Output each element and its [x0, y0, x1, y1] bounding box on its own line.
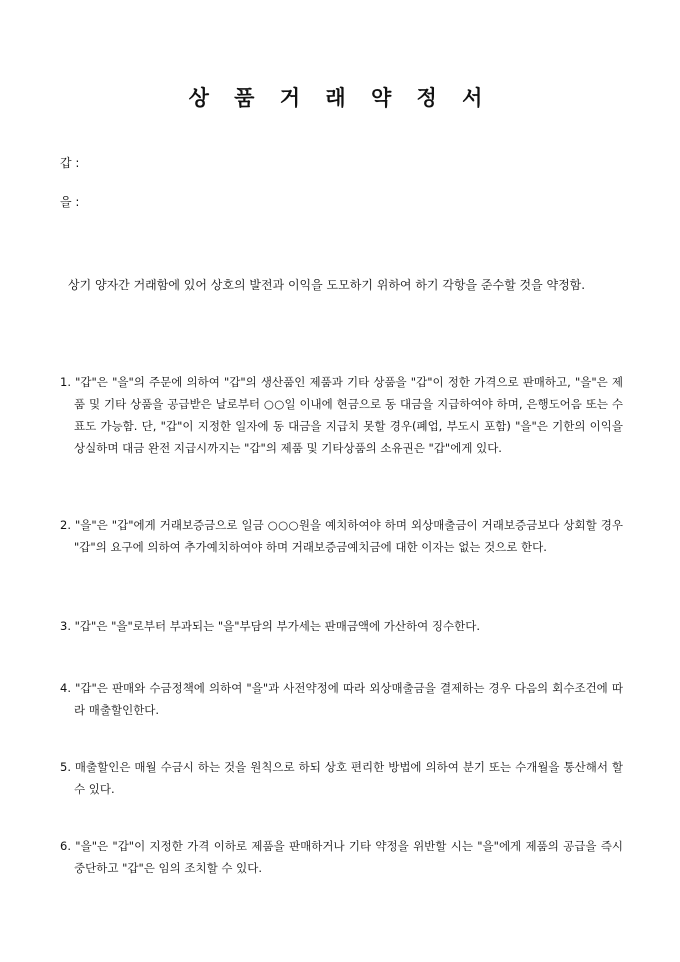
clause-3: 3. "갑"은 "을"로부터 부과되는 "을"부담의 부가세는 판매금액에 가산하여 징수한다. [60, 619, 480, 633]
document-title: 상 품 거 래 약 정 서 [188, 85, 492, 110]
clause-5: 5. 매출할인은 매월 수금시 하는 것을 원칙으로 하되 상호 편리한 방법에 의하여 분기 또는 수개월을 통산해서 할 수 있다. [60, 760, 623, 796]
clause-4: 4. "갑"은 판매와 수금정책에 의하여 "을"과 사전약정에 따라 외상매출금을 결제하는 경우 다음의 회수조건에 따라 매출할인한다. [60, 681, 623, 717]
clause-6: 6. "을"은 "갑"이 지정한 가격 이하로 제품을 판매하거나 기타 약정을 위반할 시는 "을"에게 제품의 공급을 즉시 중단하고 "갑"은 임의 조치할 수 있다. [60, 839, 623, 875]
clause-1: 1. "갑"은 "을"의 주문에 의하여 "갑"의 생산품인 제품과 기타 상품을 "갑"이 정한 가격으로 판매하고, "을"은 제품 및 기타 상품을 공급받은 날로부터 ○○일 이내에 현금으로 동 대금을 지급하여야 하며, 은행도어음 또는 수표도 가능함. 단, "갑"이 지정한 일자에 동 대금을 지급치 못할 경우(폐업, 부도시 포함) "을"은 기한의 이익을 상실하며 대금 완전 지급시까지는 "갑"의 제품 및 기타상품의 소유권은 "갑"에게 있다. [60, 375, 623, 455]
party-eul-label: 을 : [60, 195, 80, 209]
clause-2: 2. "을"은 "갑"에게 거래보증금으로 일금 ○○○원을 예치하여야 하며 외상매출금이 거래보증금보다 상회할 경우 "갑"의 요구에 의하여 추가예치하여야 하며 거래보증금예치금에 대한 이자는 없는 것으로 한다. [60, 518, 623, 554]
preamble-paragraph: 상기 양자간 거래함에 있어 상호의 발전과 이익을 도모하기 위하여 하기 각항을 준수할 것을 약정함. [68, 278, 586, 292]
party-gap-label: 갑 : [60, 156, 80, 170]
